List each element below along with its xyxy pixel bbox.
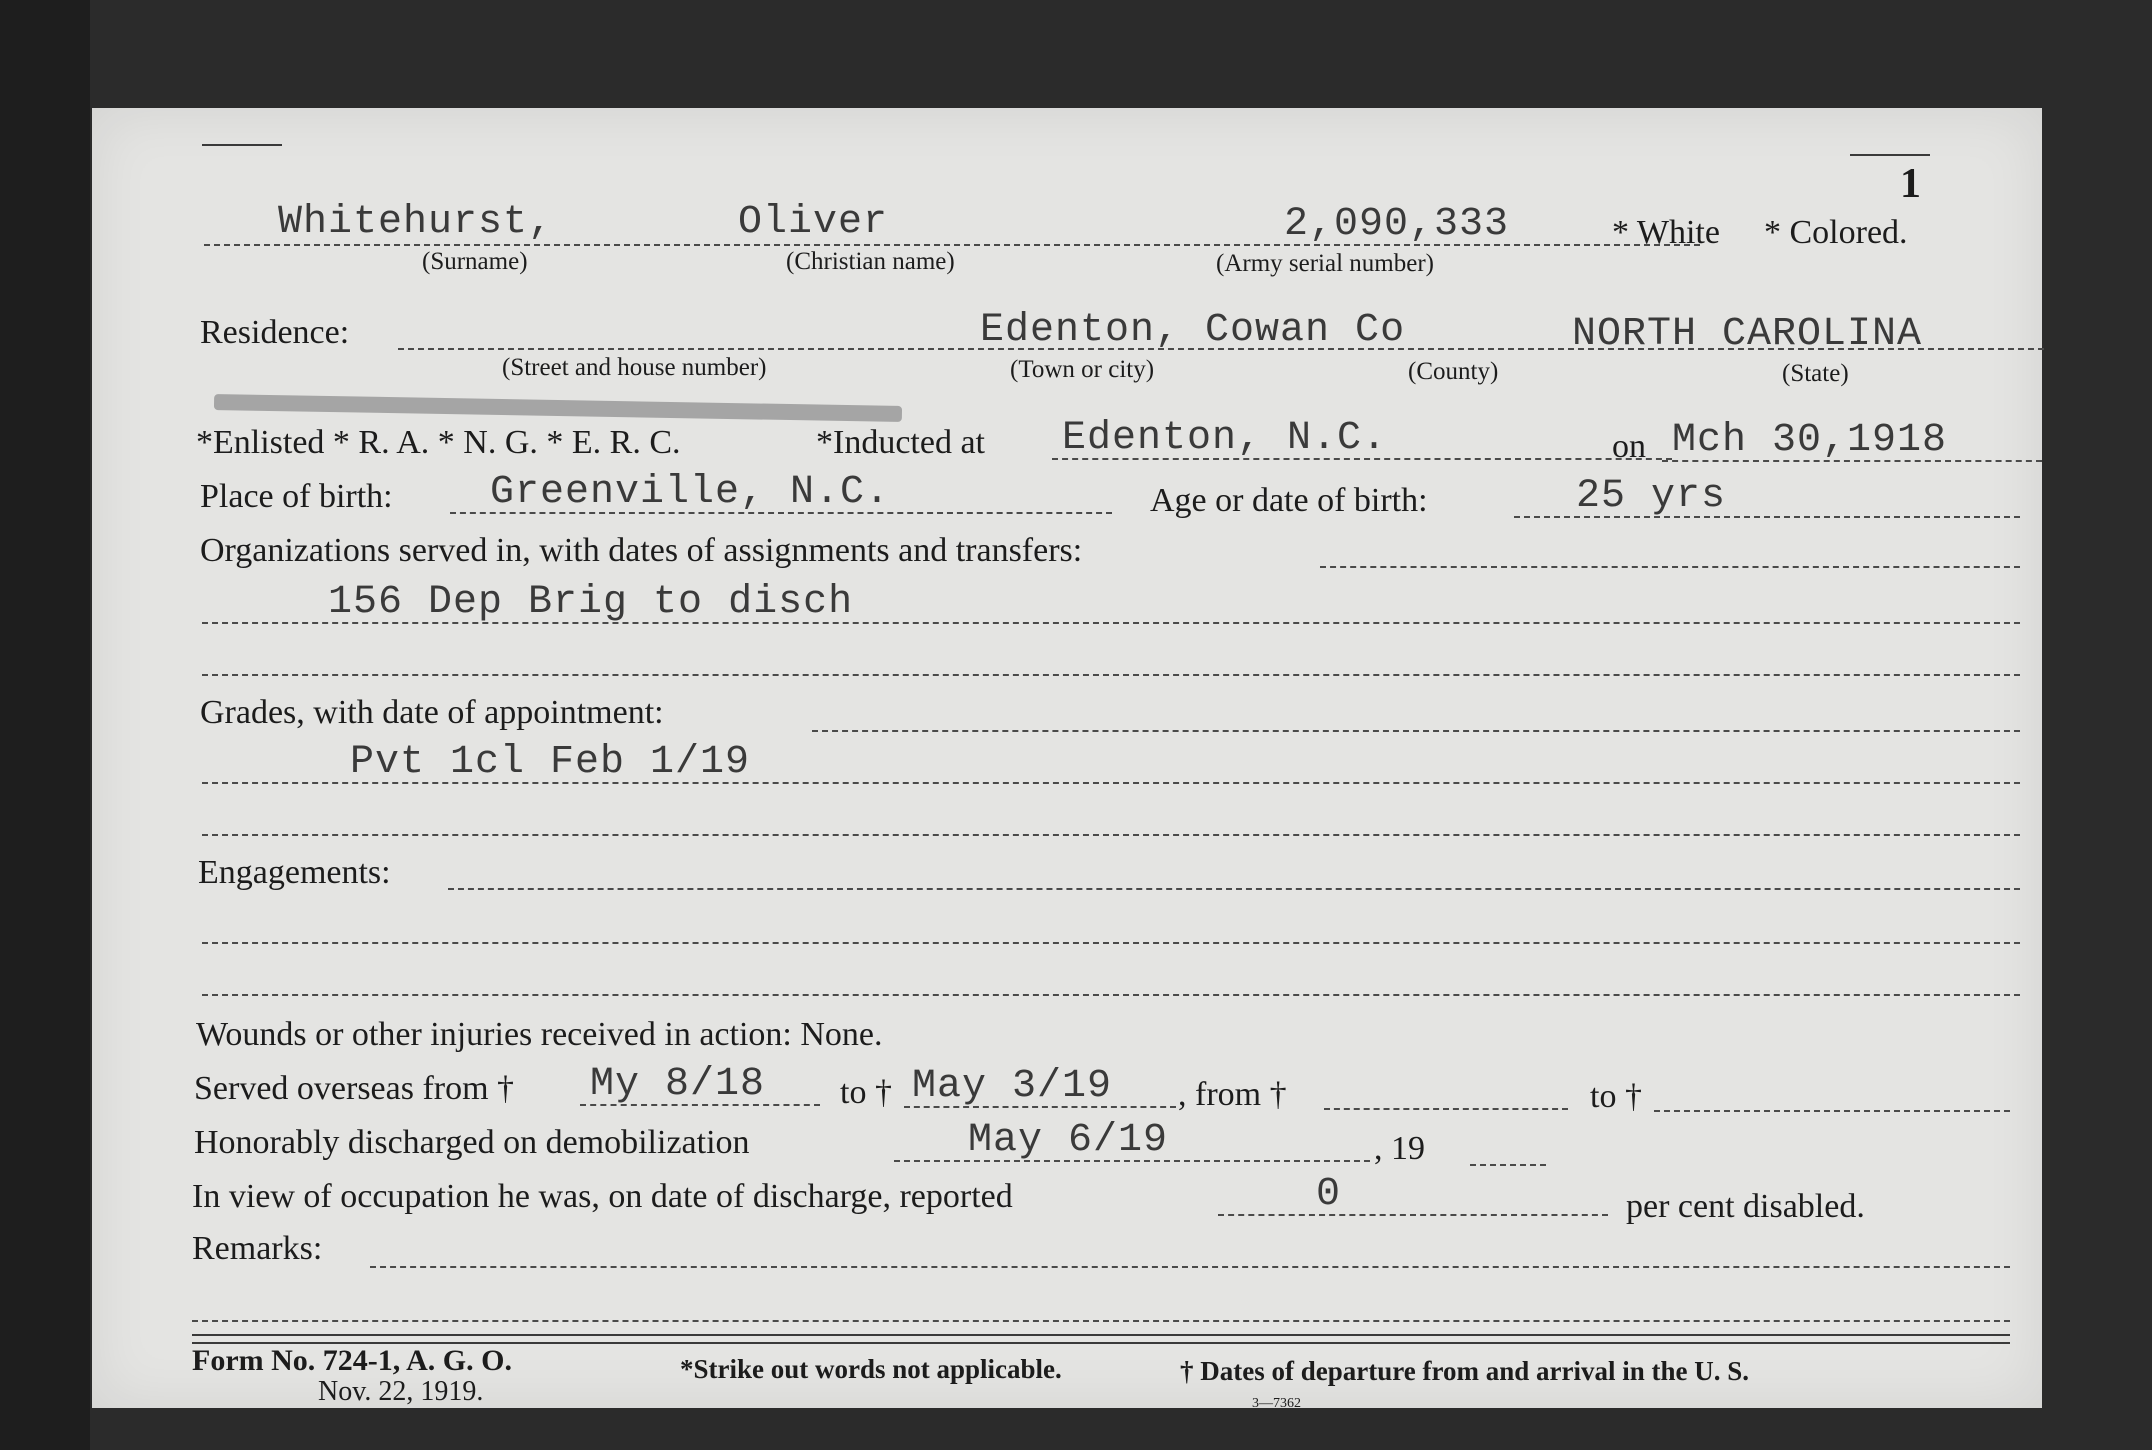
footer-rule-1 xyxy=(192,1334,2010,1336)
discharge-year-line xyxy=(1470,1164,1546,1166)
organizations-label: Organizations served in, with dates of assignments and transfers: xyxy=(200,532,1083,569)
grades-line-3 xyxy=(202,834,2020,836)
organizations-line-1 xyxy=(1320,566,2020,568)
footnote-dates: † Dates of departure from and arrival in the U. S. xyxy=(1180,1356,1749,1386)
on-label: on xyxy=(1612,428,1646,465)
remarks-line-2 xyxy=(192,1320,2010,1322)
overseas-from2-line xyxy=(1324,1108,1568,1110)
form-date: Nov. 22, 1919. xyxy=(318,1376,484,1407)
residence-label: Residence: xyxy=(200,314,350,351)
discharge-label: Honorably discharged on demobilization xyxy=(194,1124,750,1161)
overseas-from2-label: , from † xyxy=(1178,1076,1287,1113)
top-left-rule xyxy=(202,144,282,146)
state-caption: (State) xyxy=(1782,360,1849,387)
remarks-label: Remarks: xyxy=(192,1230,323,1267)
overseas-to2-line xyxy=(1654,1110,2010,1112)
disability-value: 0 xyxy=(1316,1172,1342,1217)
remarks-line-1 xyxy=(370,1266,2010,1268)
place-of-birth-label: Place of birth: xyxy=(200,478,393,515)
age-label: Age or date of birth: xyxy=(1150,482,1428,519)
serial-number-caption: (Army serial number) xyxy=(1216,250,1434,277)
surname-value: Whitehurst, xyxy=(278,200,554,245)
enlisted-label: *Enlisted * R. A. * N. G. * E. R. C. xyxy=(196,424,681,461)
white-label: * White xyxy=(1612,214,1720,251)
strike-out-mark xyxy=(214,394,902,422)
disability-line xyxy=(1218,1214,1608,1216)
colored-label: * Colored. xyxy=(1764,214,1908,251)
footnote-strike-out: *Strike out words not applicable. xyxy=(680,1354,1062,1384)
scanner-edge xyxy=(0,0,90,1450)
place-of-birth-value: Greenville, N.C. xyxy=(490,470,891,515)
overseas-to-value: May 3/19 xyxy=(912,1064,1113,1109)
wounds-label: Wounds or other injuries received in action: None. xyxy=(196,1016,883,1053)
engagements-line-1 xyxy=(448,888,2020,890)
christian-name-caption: (Christian name) xyxy=(786,248,955,275)
inducted-label: *Inducted at xyxy=(816,424,985,461)
county-caption: (County) xyxy=(1408,358,1499,385)
organizations-value: 156 Dep Brig to disch xyxy=(328,580,854,625)
inducted-at-value: Edenton, N.C. xyxy=(1062,416,1388,461)
residence-town-value: Edenton, Cowan Co xyxy=(980,308,1406,353)
street-caption: (Street and house number) xyxy=(502,354,767,381)
christian-name-value: Oliver xyxy=(738,200,889,245)
discharge-date-value: May 6/19 xyxy=(968,1118,1169,1163)
organizations-line-3 xyxy=(202,674,2020,676)
print-code: 3—7362 xyxy=(1252,1396,1301,1411)
engagements-line-2 xyxy=(202,942,2020,944)
disability-suffix: per cent disabled. xyxy=(1626,1188,1865,1225)
enlist-date-value: Mch 30,1918 xyxy=(1672,418,1948,463)
overseas-from-value: My 8/18 xyxy=(590,1062,766,1107)
grades-label: Grades, with date of appointment: xyxy=(200,694,664,731)
surname-caption: (Surname) xyxy=(422,248,528,275)
disability-label: In view of occupation he was, on date of discharge, reported xyxy=(192,1178,1013,1215)
age-value: 25 yrs xyxy=(1576,474,1727,519)
town-caption: (Town or city) xyxy=(1010,356,1155,383)
serial-number-value: 2,090,333 xyxy=(1284,202,1510,247)
overseas-label: Served overseas from † xyxy=(194,1070,515,1107)
residence-state-value: NORTH CAROLINA xyxy=(1572,312,1923,357)
grades-line-1 xyxy=(812,730,2020,732)
engagements-label: Engagements: xyxy=(198,854,391,891)
form-number: Form No. 724-1, A. G. O. xyxy=(192,1344,512,1377)
card-number: 1 xyxy=(1900,161,1921,207)
discharge-year-label: , 19 xyxy=(1374,1130,1425,1167)
overseas-to-label: to † xyxy=(840,1074,892,1111)
engagements-line-3 xyxy=(202,994,2020,996)
overseas-to2-label: to † xyxy=(1590,1078,1642,1115)
grades-value: Pvt 1cl Feb 1/19 xyxy=(350,740,751,785)
service-record-card xyxy=(92,108,2042,1411)
top-right-rule xyxy=(1850,154,1930,156)
